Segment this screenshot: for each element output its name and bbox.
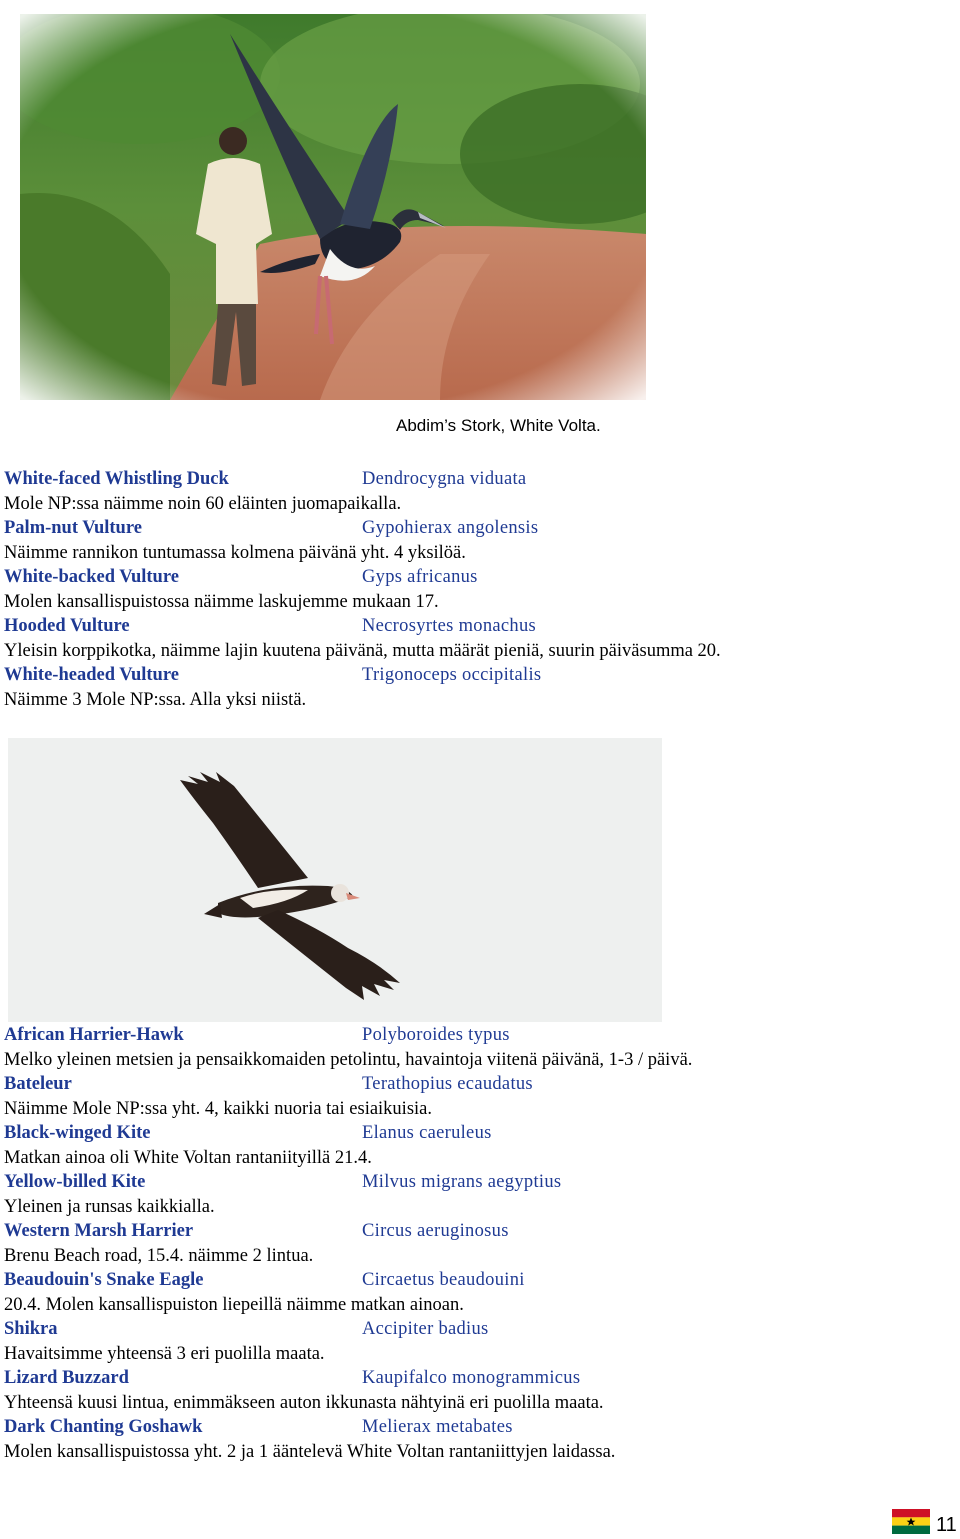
species-note: Näimme 3 Mole NP:ssa. Alla yksi niistä. [4, 689, 307, 710]
species-note: Näimme rannikon tuntumassa kolmena päivänä yht. 4 yksilöä. [4, 542, 466, 563]
species-note: Molen kansallispuistossa yht. 2 ja 1 ääntelevä White Voltan rantaniittyjen laidassa. [4, 1441, 616, 1462]
species-common-name: Shikra [4, 1319, 58, 1339]
species-entry [4, 1023, 954, 1072]
species-entry [4, 1170, 954, 1219]
species-scientific-name: Circus aeruginosus [362, 1221, 509, 1241]
species-entry [4, 565, 954, 614]
species-scientific-name: Kaupifalco monogrammicus [362, 1368, 581, 1388]
species-common-name: Bateleur [4, 1074, 72, 1094]
species-entry [4, 1219, 954, 1268]
species-common-name: Yellow-billed Kite [4, 1172, 146, 1192]
species-note: Yleinen ja runsas kaikkialla. [4, 1196, 215, 1217]
species-note: Brenu Beach road, 15.4. näimme 2 lintua. [4, 1245, 314, 1266]
species-list-section-2 [4, 1023, 954, 1464]
species-scientific-name: Terathopius ecaudatus [362, 1074, 533, 1094]
species-note: Mole NP:ssa näimme noin 60 eläinten juomapaikalla. [4, 493, 402, 514]
species-note: Molen kansallispuistossa näimme laskujemme mukaan 17. [4, 591, 439, 612]
species-note: Yleisin korppikotka, näimme lajin kuutena päivänä, mutta määrät pieniä, suurin päiväsumma 20. [4, 640, 721, 661]
species-scientific-name: Dendrocygna viduata [362, 469, 527, 489]
species-entry [4, 467, 954, 516]
species-common-name: White-headed Vulture [4, 665, 179, 685]
species-entry [4, 663, 954, 712]
species-scientific-name: Milvus migrans aegyptius [362, 1172, 562, 1192]
species-scientific-name: Trigonoceps occipitalis [362, 665, 542, 685]
species-entry [4, 1366, 954, 1415]
species-note: Matkan ainoa oli White Voltan rantaniityillä 21.4. [4, 1147, 372, 1168]
species-common-name: Dark Chanting Goshawk [4, 1417, 203, 1437]
species-entry [4, 1415, 954, 1464]
page-number: 11 [936, 1514, 957, 1536]
ghana-flag-icon [892, 1509, 930, 1534]
species-entry [4, 516, 954, 565]
species-note: 20.4. Molen kansallispuiston liepeillä näimme matkan ainoan. [4, 1294, 464, 1315]
photo-caption: Abdim’s Stork, White Volta. [396, 416, 601, 435]
species-entry [4, 1268, 954, 1317]
species-common-name: Hooded Vulture [4, 616, 130, 636]
species-common-name: White-backed Vulture [4, 567, 179, 587]
species-scientific-name: Necrosyrtes monachus [362, 616, 536, 636]
species-scientific-name: Elanus caeruleus [362, 1123, 492, 1143]
species-entry [4, 1072, 954, 1121]
species-note: Yhteensä kuusi lintua, enimmäkseen auton ikkunasta nähtyinä eri puolilla maata. [4, 1392, 604, 1413]
species-common-name: African Harrier-Hawk [4, 1025, 184, 1045]
species-note: Melko yleinen metsien ja pensaikkomaiden petolintu, havaintoja viitenä päivänä, 1-3 / päivä. [4, 1049, 693, 1070]
species-scientific-name: Melierax metabates [362, 1417, 513, 1437]
species-common-name: Western Marsh Harrier [4, 1221, 194, 1241]
species-entry [4, 1121, 954, 1170]
species-entry [4, 614, 954, 663]
species-common-name: Palm-nut Vulture [4, 518, 142, 538]
species-common-name: Lizard Buzzard [4, 1368, 129, 1388]
species-list-section-1 [4, 467, 954, 712]
species-scientific-name: Accipiter badius [362, 1319, 489, 1339]
photo-white-headed-vulture [8, 738, 662, 1022]
species-scientific-name: Gyps africanus [362, 567, 478, 587]
species-scientific-name: Polyboroides typus [362, 1025, 510, 1045]
photo-abdims-stork [20, 14, 646, 400]
species-note: Näimme Mole NP:ssa yht. 4, kaikki nuoria tai esiaikuisia. [4, 1098, 433, 1119]
species-note: Havaitsimme yhteensä 3 eri puolilla maata. [4, 1343, 325, 1364]
species-common-name: Black-winged Kite [4, 1123, 151, 1143]
species-entry [4, 1317, 954, 1366]
species-scientific-name: Gypohierax angolensis [362, 518, 539, 538]
species-scientific-name: Circaetus beaudouini [362, 1270, 525, 1290]
species-common-name: Beaudouin's Snake Eagle [4, 1270, 204, 1290]
species-common-name: White-faced Whistling Duck [4, 469, 229, 489]
